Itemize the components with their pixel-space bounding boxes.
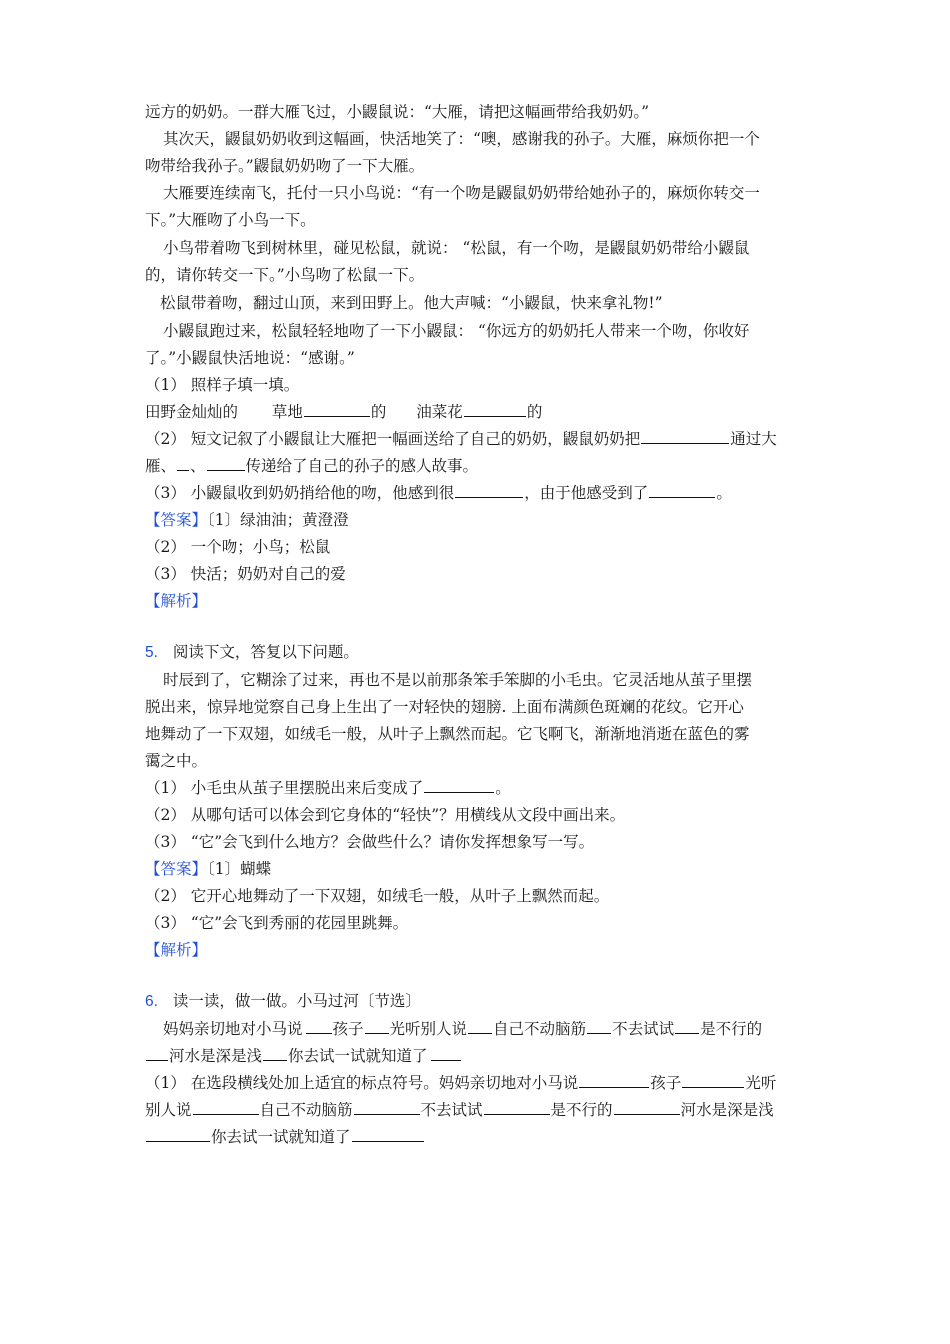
question-item <box>145 1127 425 1147</box>
passage-line: 其次天，鼹鼠奶奶收到这幅画，快活地笑了：“噢，感谢我的孙子。大雁，麻烦你把一个 <box>163 130 760 148</box>
passage-line: 远方的奶奶。一群大雁飞过，小鼹鼠说：“大雁，请把这幅画带给我奶奶。” <box>145 103 650 121</box>
answer-blank[interactable] <box>682 1073 744 1088</box>
question-heading <box>145 642 359 663</box>
question-text: 雁、 <box>145 457 177 475</box>
question-text: 。 <box>716 484 732 502</box>
passage-line: 下。”大雁吻了小鸟一下。 <box>145 211 316 229</box>
answer-blank[interactable] <box>146 1127 210 1142</box>
word-text: 草地 <box>271 403 303 421</box>
answer-blank[interactable] <box>424 778 494 793</box>
passage-line: 霭之中。 <box>145 752 208 770</box>
question-item <box>145 778 511 798</box>
question-item <box>145 1100 774 1120</box>
passage-fragment: 不去试试 <box>612 1020 675 1038</box>
question-item: （3） “它”会飞到什么地方？会做些什么？请你发挥想象写一写。 <box>145 833 595 851</box>
answer-blank[interactable] <box>468 1019 492 1034</box>
question-text: 孩子 <box>650 1074 682 1092</box>
passage-fragment: 是不行的 <box>700 1020 763 1038</box>
answer-blank[interactable] <box>146 1046 168 1061</box>
answer-blank[interactable] <box>455 483 523 498</box>
answer-blank[interactable] <box>649 483 715 498</box>
word-text: 的 <box>370 403 387 421</box>
passage-line: 小鼹鼠跑过来，松鼠轻轻地吻了一下小鼹鼠： “你远方的奶奶托人带来一个吻，你收好 <box>163 322 750 340</box>
question-text: （1） 在选段横线处加上适宜的标点符号。妈妈亲切地对小马说 <box>145 1074 579 1092</box>
answer-line <box>145 510 349 530</box>
passage-line <box>163 1019 762 1039</box>
question-item <box>145 1073 776 1093</box>
answer-tag: 【答案】 <box>145 511 208 529</box>
answer-blank[interactable] <box>464 402 526 417</box>
question-item: （2） 从哪句话可以体会到它身体的“轻快”？用横线从文段中画出来。 <box>145 806 626 824</box>
question-text: 。 <box>495 779 511 797</box>
question-text: 河水是深是浅 <box>680 1101 774 1119</box>
question-text: 是不行的 <box>550 1101 613 1119</box>
answer-blank[interactable] <box>484 1100 550 1115</box>
example-text: 田野金灿灿的 <box>145 403 239 421</box>
question-text: 、 <box>190 457 206 475</box>
question-item <box>145 402 542 422</box>
question-text: 不去试试 <box>420 1101 483 1119</box>
answer-line <box>145 859 271 879</box>
question-heading <box>145 991 421 1012</box>
question-item <box>145 456 478 476</box>
passage-line: 的，请你转交一下。”小鸟吻了松鼠一下。 <box>145 266 425 284</box>
answer-blank[interactable] <box>431 1046 461 1061</box>
passage-line: 了。”小鼹鼠快活地说：“感谢。” <box>145 349 355 367</box>
answer-text: 〔1〕绿油油；黄澄澄 <box>207 511 349 529</box>
passage-line: 吻带给我孙子。”鼹鼠奶奶吻了一下大雁。 <box>145 157 425 175</box>
question-number: 5. <box>145 644 158 661</box>
passage-fragment: 你去试一试就知道了 <box>288 1047 428 1065</box>
passage-line <box>145 1046 462 1066</box>
passage-fragment: 光听别人说 <box>389 1020 468 1038</box>
answer-line: （2） 它开心地舞动了一下双翅，如绒毛一般，从叶子上飘然而起。 <box>145 887 610 905</box>
question-text: 光听 <box>745 1074 777 1092</box>
question-text: 传递给了自己的孙子的感人故事。 <box>245 457 479 475</box>
question-text: 通过大 <box>730 430 777 448</box>
question-text: （2） 短文记叙了小鼹鼠让大雁把一幅画送给了自己的奶奶，鼹鼠奶奶把 <box>145 430 641 448</box>
question-text: （3） 小鼹鼠收到奶奶捎给他的吻，他感到很 <box>145 484 455 502</box>
answer-line: （3） 快活；奶奶对自己的爱 <box>145 565 346 583</box>
answer-blank[interactable] <box>193 1100 259 1115</box>
passage-fragment: 孩子 <box>332 1020 364 1038</box>
question-text: 别人说 <box>145 1101 192 1119</box>
answer-text: 〔1〕蝴蝶 <box>207 860 272 878</box>
passage-line: 松鼠带着吻，翻过山顶，来到田野上。他大声喊：“小鼹鼠，快来拿礼物!” <box>160 294 663 312</box>
answer-blank[interactable] <box>306 1019 332 1034</box>
answer-blank[interactable] <box>207 456 245 471</box>
passage-line: 大雁要连续南飞，托付一只小鸟说：“有一个吻是鼹鼠奶奶带给她孙子的，麻烦你转交一 <box>163 184 760 202</box>
word-text: 油菜花 <box>416 403 463 421</box>
question-title: 阅读下文，答复以下问题。 <box>172 643 359 661</box>
question-item: （1） 照样子填一填。 <box>145 376 300 394</box>
analysis-tag: 【解析】 <box>145 941 208 959</box>
answer-blank[interactable] <box>263 1046 287 1061</box>
passage-line: 时辰到了，它糊涂了过来，再也不是以前那条笨手笨脚的小毛虫。它灵活地从茧子里摆 <box>163 671 753 689</box>
answer-blank[interactable] <box>365 1019 389 1034</box>
answer-line: （3） “它”会飞到秀丽的花园里跳舞。 <box>145 914 409 932</box>
question-text: 你去试一试就知道了 <box>211 1128 351 1146</box>
question-title: 读一读，做一做。小马过河〔节选〕 <box>172 992 421 1010</box>
answer-blank[interactable] <box>614 1100 680 1115</box>
passage-fragment: 妈妈亲切地对小马说 <box>163 1020 303 1038</box>
answer-blank[interactable] <box>304 402 370 417</box>
answer-blank[interactable] <box>675 1019 699 1034</box>
answer-tag: 【答案】 <box>145 860 208 878</box>
answer-blank[interactable] <box>641 429 729 444</box>
passage-line: 地舞动了一下双翅，如绒毛一般，从叶子上飘然而起。它飞啊飞，渐渐地消逝在蓝色的雾 <box>145 725 750 743</box>
passage-fragment: 自己不动脑筋 <box>493 1020 587 1038</box>
word-text: 的 <box>526 403 543 421</box>
answer-line: （2） 一个吻；小鸟；松鼠 <box>145 538 331 556</box>
passage-line: 小鸟带着吻飞到树林里，碰见松鼠，就说： “松鼠，有一个吻，是鼹鼠奶奶带给小鼹鼠 <box>163 239 750 257</box>
analysis-tag: 【解析】 <box>145 592 208 610</box>
question-text: 自己不动脑筋 <box>259 1101 353 1119</box>
answer-blank[interactable] <box>354 1100 420 1115</box>
answer-blank[interactable] <box>579 1073 649 1088</box>
answer-blank[interactable] <box>587 1019 611 1034</box>
passage-line: 脱出来，惊异地觉察自己身上生出了一对轻快的翅膀. 上面布满颜色斑斓的花纹。它开心 <box>145 698 744 716</box>
answer-blank[interactable] <box>352 1127 424 1142</box>
question-item <box>145 429 777 449</box>
question-text: （1） 小毛虫从茧子里摆脱出来后变成了 <box>145 779 424 797</box>
passage-fragment: 河水是深是浅 <box>169 1047 263 1065</box>
question-number: 6. <box>145 993 158 1010</box>
question-text: ，由于他感受到了 <box>524 484 649 502</box>
question-item <box>145 483 732 503</box>
answer-blank[interactable] <box>177 456 189 471</box>
